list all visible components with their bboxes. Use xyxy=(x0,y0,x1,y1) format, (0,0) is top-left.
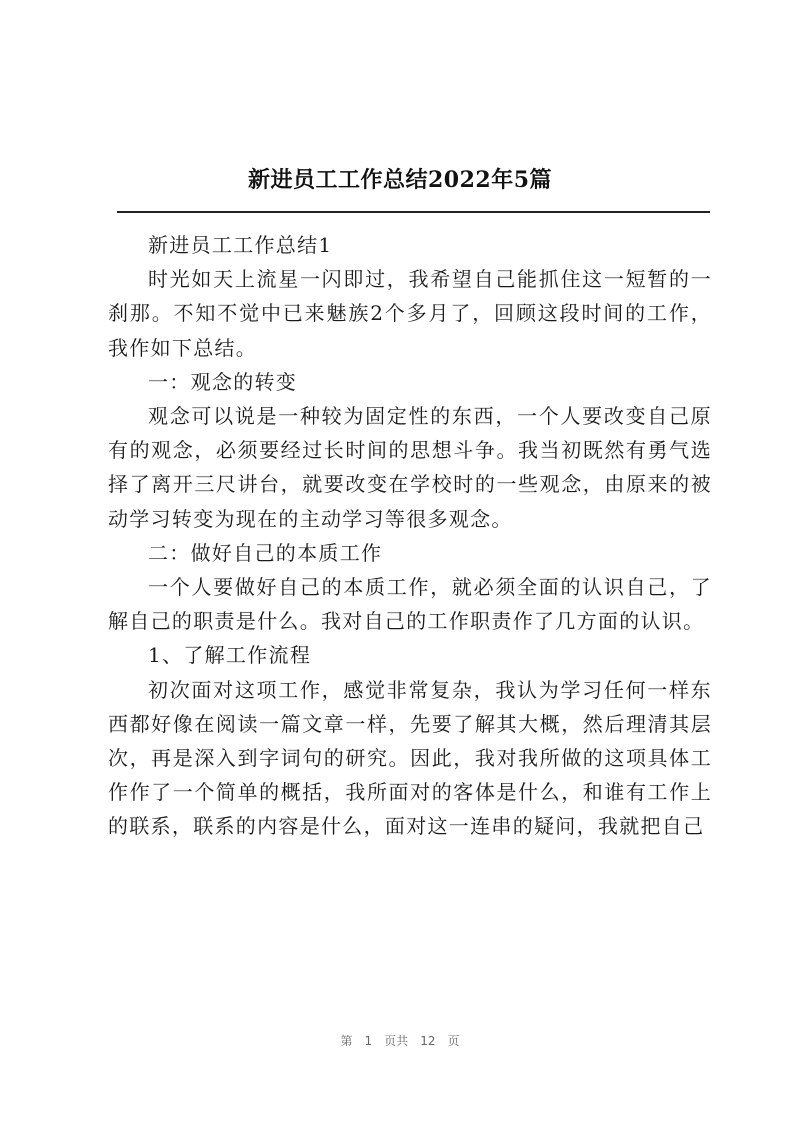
section-heading: 二：做好自己的本质工作 xyxy=(148,540,383,565)
paragraph: 一个人要做好自己的本质工作，就必须全面的认识自己，了解自己的职责是什么。我对自己的工作职责作了几方面的认识。 xyxy=(108,575,712,634)
footer-suffix: 页 xyxy=(447,1034,460,1048)
total-pages-number: 12 xyxy=(420,1034,436,1048)
footer-prefix: 第 xyxy=(340,1034,353,1048)
document-title: 新进员工工作总结2022年5篇 xyxy=(247,167,553,193)
paragraph: 观念可以说是一种较为固定性的东西，一个人要改变自己原有的观念，必须要经过长时间的思想斗争。我当初既然有勇气选择了离开三尺讲台，就要改变在学校时的一些观念，由原来的被动学习转变为现在的主动学习等很多观念。 xyxy=(108,404,712,531)
footer-middle: 页共 xyxy=(384,1034,409,1048)
page-footer xyxy=(0,1032,800,1049)
section-heading: 1、了解工作流程 xyxy=(148,643,312,668)
current-page-number: 1 xyxy=(364,1034,373,1048)
section-heading: 一：观念的转变 xyxy=(148,369,298,394)
section-heading: 新进员工工作总结1 xyxy=(148,233,333,257)
paragraph: 时光如天上流星一闪即过，我希望自己能抓住这一短暂的一刹那。不知不觉中已来魅族2个多月了，回顾这段时间的工作，我作如下总结。 xyxy=(108,267,712,360)
document-body xyxy=(108,228,712,844)
title-divider xyxy=(117,211,710,213)
paragraph: 初次面对这项工作，感觉非常复杂，我认为学习任何一样东西都好像在阅读一篇文章一样，先要了解其大概，然后理清其层次，再是深入到字词句的研究。因此，我对我所做的这项具体工作作了一个简单的概括，我所面对的客体是什么，和谁有工作上的联系，联系的内容是什么，面对这一连串的疑问，我就把自己 xyxy=(108,677,712,839)
